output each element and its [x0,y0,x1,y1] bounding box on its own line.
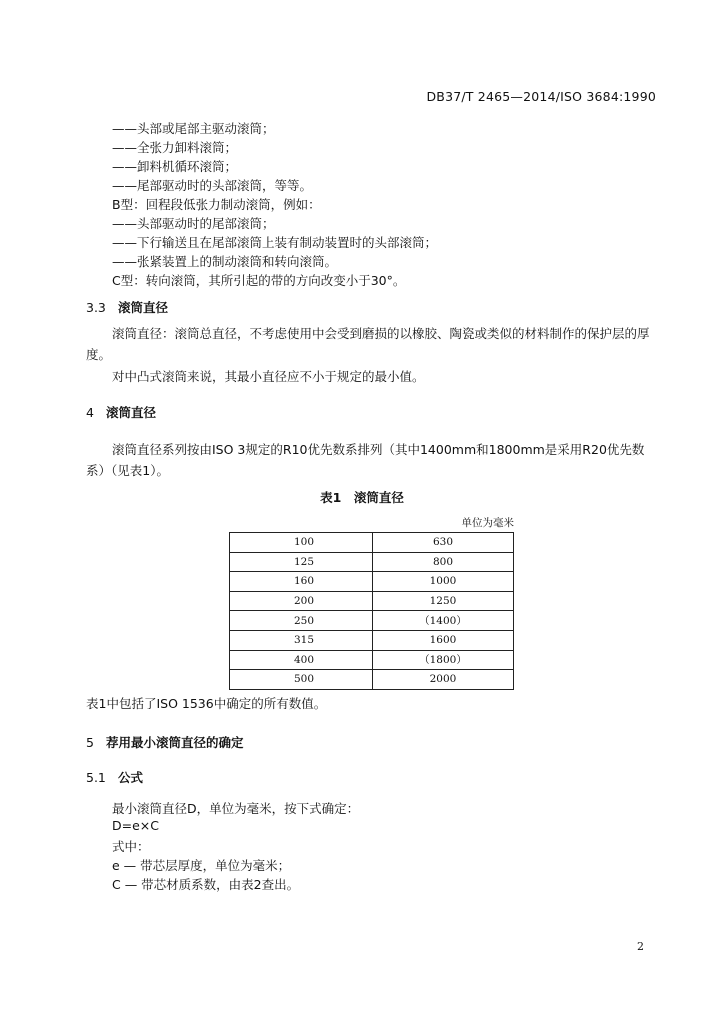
table-cell: （1800） [373,650,514,670]
section-title: 荐用最小滚筒直径的确定 [106,735,244,750]
table-row [230,670,514,690]
table-row [230,572,514,592]
section-3-3-paragraph-2: 对中凸式滚筒来说，其最小直径应不小于规定的最小值。 [112,369,425,384]
document-number: DB37/T 2465—2014/ISO 3684:1990 [426,89,656,104]
section-number: 5.1 [86,770,106,785]
list-item: ——下行输送且在尾部滚筒上装有制动装置时的头部滚筒； [112,235,438,250]
section-5-heading [86,733,244,751]
diameter-table [229,532,514,690]
table-row [230,611,514,631]
table-cell: 1600 [373,630,514,650]
section-number: 3.3 [86,300,106,315]
formula-where: 式中： [112,839,150,854]
table-cell: 250 [230,611,373,631]
type-b-intro: B型：回程段低张力制动滚筒，例如： [112,197,321,212]
table-cell: 200 [230,591,373,611]
table-note: 表1中包括了ISO 1536中确定的所有数值。 [86,696,327,711]
table-cell: 315 [230,630,373,650]
section-5-1-heading [86,768,143,786]
section-title: 滚筒直径 [106,405,157,420]
table-cell: （1400） [373,611,514,631]
table-row [230,650,514,670]
table-cell: 500 [230,670,373,690]
table-cell: 100 [230,533,373,553]
table-cell: 800 [373,552,514,572]
table-row [230,533,514,553]
table-cell: 630 [373,533,514,553]
table-row [230,630,514,650]
table-row [230,552,514,572]
table-cell: 400 [230,650,373,670]
formula-variable: e — 带芯层厚度，单位为毫米； [112,858,291,873]
section-number: 5 [86,735,94,750]
table-caption: 表1 滚筒直径 [320,490,404,505]
table-cell: 2000 [373,670,514,690]
formula-variable: C — 带芯材质系数，由表2查出。 [112,877,300,892]
section-3-3-heading [86,298,168,316]
page-number: 2 [637,940,644,953]
list-item: ——卸料机循环滚筒； [112,159,238,174]
table-cell: 1250 [373,591,514,611]
table-unit: 单位为毫米 [461,517,514,529]
table-cell: 1000 [373,572,514,592]
table-row [230,591,514,611]
formula-intro: 最小滚筒直径D，单位为毫米，按下式确定： [112,801,360,816]
section-title: 公式 [118,770,144,785]
section-title: 滚筒直径 [118,300,169,315]
list-item: ——头部驱动时的尾部滚筒； [112,216,275,231]
section-number: 4 [86,405,94,420]
list-item: ——张紧装置上的制动滚筒和转向滚筒。 [112,254,338,269]
list-item: ——头部或尾部主驱动滚筒； [112,121,275,136]
table-cell: 160 [230,572,373,592]
list-item: ——尾部驱动时的头部滚筒，等等。 [112,178,313,193]
type-c-line: C型：转向滚筒，其所引起的带的方向改变小于30°。 [112,273,406,288]
section-4-heading [86,403,156,421]
list-item: ——全张力卸料滚筒； [112,140,238,155]
formula: D=e×C [112,818,159,833]
section-3-3-paragraph-1: 滚筒直径：滚筒总直径，不考虑使用中会受到磨损的以橡胶、陶瓷或类似的材料制作的保护层的厚度。 [86,326,650,362]
table-cell: 125 [230,552,373,572]
section-4-paragraph: 滚筒直径系列按由ISO 3规定的R10优先数系排列（其中1400mm和1800mm是采用R20优先数系）（见表1）。 [86,442,645,478]
